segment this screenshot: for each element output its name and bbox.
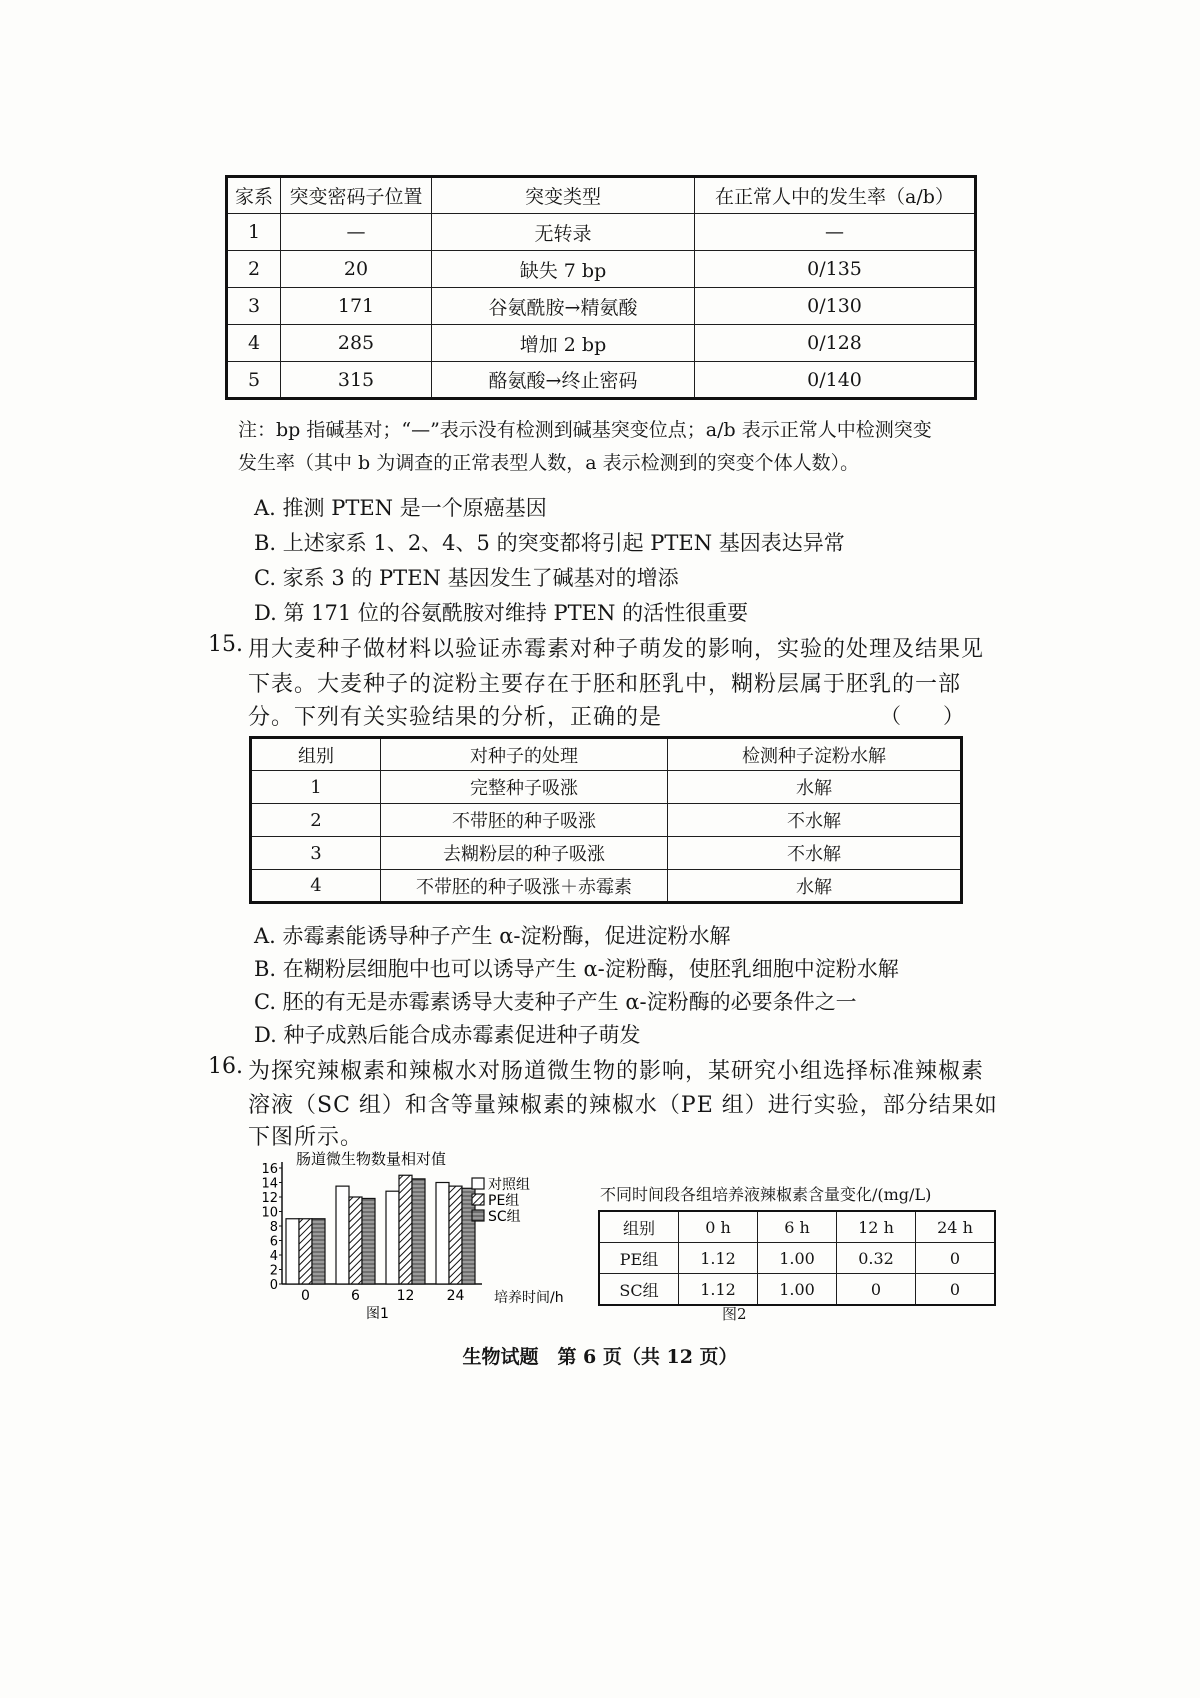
table-cell: 1.00: [758, 1243, 837, 1274]
table-cell: 2: [251, 804, 381, 837]
header-cell: 家系: [227, 177, 281, 214]
bar-PE组: [299, 1219, 312, 1284]
table-cell: 4: [227, 325, 281, 362]
header-cell: 组别: [251, 738, 381, 771]
x-tick-label: 12: [396, 1288, 415, 1304]
table-cell: 缺失 7 bp: [432, 251, 695, 288]
bar-PE组: [349, 1197, 362, 1284]
answer-bracket: （ ）: [880, 704, 964, 728]
table-cell: 0: [916, 1274, 996, 1306]
table-cell: 20: [281, 251, 432, 288]
table-cell: SC组: [599, 1274, 679, 1306]
bar-SC组: [312, 1219, 325, 1284]
table-row: [227, 214, 976, 251]
mutation-table: [225, 175, 977, 400]
x-axis-ticks: [301, 1288, 464, 1304]
bar-对照组: [386, 1191, 399, 1284]
table-cell: 增加 2 bp: [432, 325, 695, 362]
table-cell: —: [695, 214, 976, 251]
legend-swatch: [472, 1210, 484, 1221]
figure-1-caption: 图1: [366, 1306, 389, 1320]
table-cell: 不带胚的种子吸涨＋赤霉素: [381, 870, 668, 903]
q15-option-d: D. 种子成熟后能合成赤霉素促进种子萌发: [254, 1023, 641, 1047]
bar-group: [286, 1175, 475, 1284]
q15-stem-line-1: 用大麦种子做材料以验证赤霉素对种子萌发的影响，实验的处理及结果见: [248, 637, 985, 662]
q16-stem-line-2: 溶液（SC 组）和含等量辣椒素的辣椒水（PE 组）进行实验，部分结果如: [248, 1093, 998, 1118]
table-cell: 不水解: [668, 804, 962, 837]
q14-option-d: D. 第 171 位的谷氨酰胺对维持 PTEN 的活性很重要: [254, 601, 749, 625]
table-cell: 酪氨酸→终止密码: [432, 362, 695, 399]
y-tick-label: 10: [261, 1205, 278, 1221]
table-cell: 0: [916, 1243, 996, 1274]
y-axis-ticks: [261, 1162, 282, 1293]
table-cell: 谷氨酰胺→精氨酸: [432, 288, 695, 325]
q15-option-b: B. 在糊粉层细胞中也可以诱导产生 α-淀粉酶，使胚乳细胞中淀粉水解: [254, 957, 899, 981]
table-cell: 1: [227, 214, 281, 251]
table-row: [227, 251, 976, 288]
x-tick-label: 6: [351, 1288, 360, 1304]
bar-PE组: [449, 1186, 462, 1284]
bar-SC组: [412, 1179, 425, 1284]
table-note-line-2: 发生率（其中 b 为调查的正常表型人数，a 表示检测到的突变个体人数）。: [238, 452, 860, 474]
table-row: [227, 362, 976, 399]
q15-stem-line-3: 分。下列有关实验结果的分析，正确的是: [248, 705, 663, 730]
table-cell: 不带胚的种子吸涨: [381, 804, 668, 837]
y-tick-label: 14: [261, 1176, 278, 1192]
figure-2-title: 不同时间段各组培养液辣椒素含量变化/(mg/L): [600, 1185, 932, 1204]
table-row: [251, 837, 962, 870]
table-cell: 4: [251, 870, 381, 903]
table-cell: 1.12: [679, 1243, 758, 1274]
table-row: [599, 1243, 995, 1274]
header-cell: 组别: [599, 1211, 679, 1243]
q15-option-a: A. 赤霉素能诱导种子产生 α-淀粉酶，促进淀粉水解: [254, 924, 731, 948]
table-header-row: [251, 738, 962, 771]
table-row: [251, 771, 962, 804]
table-cell: 5: [227, 362, 281, 399]
q15-stem-line-2: 下表。大麦种子的淀粉主要存在于胚和胚乳中，糊粉层属于胚乳的一部: [248, 672, 962, 697]
bar-对照组: [336, 1186, 349, 1284]
table-row: [251, 804, 962, 837]
table-cell: 无转录: [432, 214, 695, 251]
header-cell: 突变类型: [432, 177, 695, 214]
table-row: [599, 1274, 995, 1306]
table-cell: 不水解: [668, 837, 962, 870]
x-tick-label: 0: [301, 1288, 310, 1304]
table-cell: 水解: [668, 870, 962, 903]
header-cell: 6 h: [758, 1211, 837, 1243]
table-cell: 1.12: [679, 1274, 758, 1306]
y-tick-label: 12: [261, 1191, 278, 1206]
q14-option-a: A. 推测 PTEN 是一个原癌基因: [254, 496, 547, 520]
page-footer: 生物试题 第 6 页（共 12 页）: [462, 1346, 738, 1368]
legend-swatch: [472, 1178, 484, 1189]
header-cell: 12 h: [837, 1211, 916, 1243]
chart-legend: [472, 1177, 530, 1225]
table-cell: 0.32: [837, 1243, 916, 1274]
y-tick-label: 6: [269, 1234, 278, 1250]
bar-对照组: [436, 1183, 449, 1285]
x-axis-label: 培养时间/h: [494, 1290, 564, 1306]
q14-option-b: B. 上述家系 1、2、4、5 的突变都将引起 PTEN 基因表达异常: [254, 531, 845, 555]
header-cell: 0 h: [679, 1211, 758, 1243]
header-cell: 对种子的处理: [381, 738, 668, 771]
legend-label: SC组: [488, 1209, 521, 1225]
table-cell: 285: [281, 325, 432, 362]
table-cell: 0/140: [695, 362, 976, 399]
y-tick-label: 0: [269, 1278, 278, 1293]
table-cell: 0/135: [695, 251, 976, 288]
table-cell: 315: [281, 362, 432, 399]
q16-number: 16.: [208, 1054, 243, 1079]
q15-number: 15.: [208, 632, 243, 657]
table-cell: 1: [251, 771, 381, 804]
table-cell: 1.00: [758, 1274, 837, 1306]
q16-stem-line-1: 为探究辣椒素和辣椒水对肠道微生物的影响，某研究小组选择标准辣椒素: [248, 1059, 985, 1084]
table-cell: 完整种子吸涨: [381, 771, 668, 804]
table-cell: 171: [281, 288, 432, 325]
table-cell: 去糊粉层的种子吸涨: [381, 837, 668, 870]
table-cell: 水解: [668, 771, 962, 804]
legend-swatch: [472, 1194, 484, 1205]
table-cell: 2: [227, 251, 281, 288]
y-tick-label: 8: [269, 1220, 278, 1235]
table-cell: —: [281, 214, 432, 251]
q16-stem-line-3: 下图所示。: [248, 1125, 364, 1150]
bar-PE组: [399, 1175, 412, 1284]
y-tick-label: 4: [269, 1249, 278, 1264]
header-cell: 24 h: [916, 1211, 996, 1243]
table-cell: 0/128: [695, 325, 976, 362]
table-note-line-1: 注：bp 指碱基对；“—”表示没有检测到碱基突变位点；a/b 表示正常人中检测突变: [238, 419, 932, 441]
seed-treatment-table: [249, 736, 963, 904]
x-tick-label: 24: [446, 1288, 465, 1304]
table-row: [251, 870, 962, 903]
table-cell: 3: [251, 837, 381, 870]
microbe-bar-chart: [258, 1150, 598, 1320]
bar-对照组: [286, 1219, 299, 1284]
table-row: [227, 325, 976, 362]
q15-option-c: C. 胚的有无是赤霉素诱导大麦种子产生 α-淀粉酶的必要条件之一: [254, 990, 857, 1014]
header-cell: 检测种子淀粉水解: [668, 738, 962, 771]
chart-title: 肠道微生物数量相对值: [296, 1150, 447, 1168]
table-cell: 3: [227, 288, 281, 325]
legend-label: PE组: [488, 1193, 520, 1209]
table-header-row: [227, 177, 976, 214]
header-cell: 突变密码子位置: [281, 177, 432, 214]
y-tick-label: 16: [261, 1162, 278, 1177]
table-header-row: [599, 1211, 995, 1243]
q14-option-c: C. 家系 3 的 PTEN 基因发生了碱基对的增添: [254, 566, 679, 590]
capsaicin-content-table: [598, 1210, 996, 1306]
table-row: [227, 288, 976, 325]
y-tick-label: 2: [269, 1263, 278, 1279]
table-cell: PE组: [599, 1243, 679, 1274]
legend-label: 对照组: [488, 1177, 530, 1193]
figure-2-caption: 图2: [722, 1305, 747, 1323]
bar-SC组: [362, 1198, 375, 1284]
table-cell: 0: [837, 1274, 916, 1306]
header-cell: 在正常人中的发生率（a/b）: [695, 177, 976, 214]
table-cell: 0/130: [695, 288, 976, 325]
